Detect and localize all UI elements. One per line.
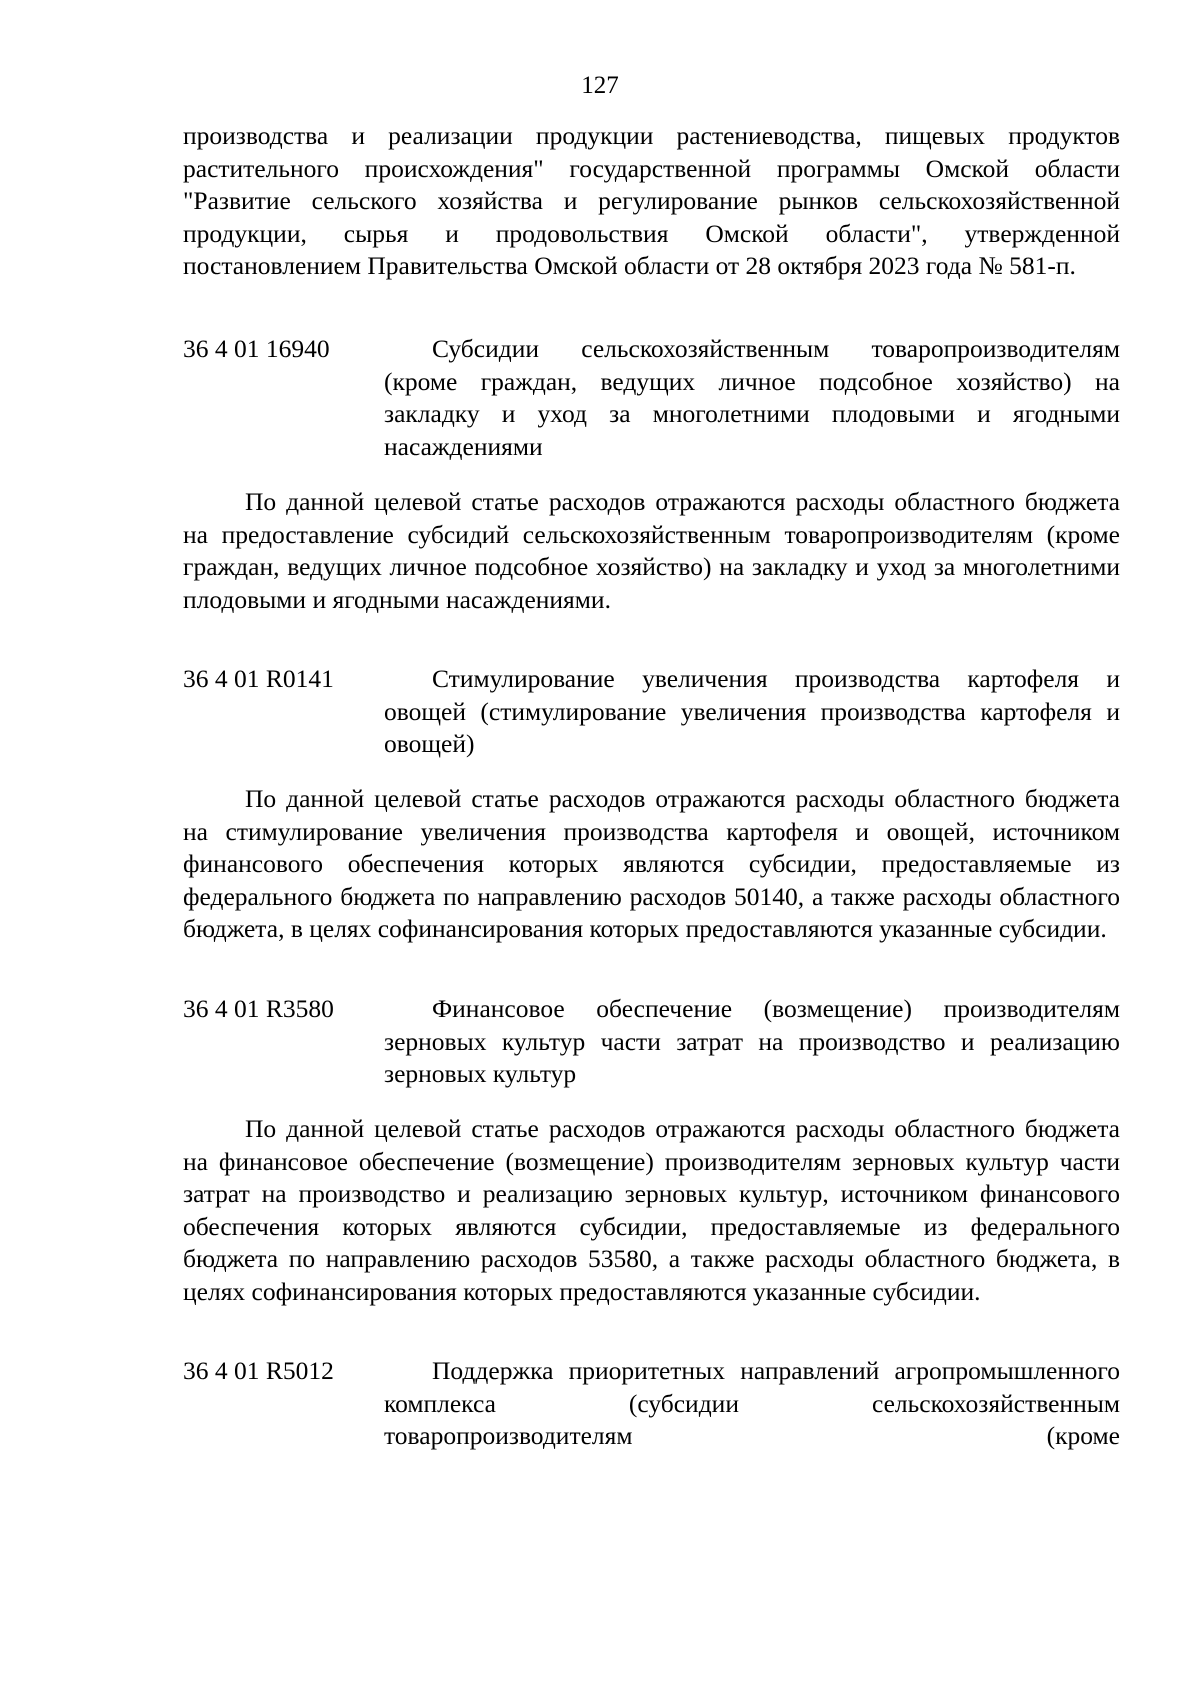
budget-code: 36 4 01 R3580 [183,994,334,1023]
budget-entry-r5012 [183,1355,1120,1453]
page-number: 127 [581,72,619,99]
budget-entry-title: Поддержка приоритетных направлений агропромышленного комплекса (субсидии сельскохозяйственным товаропроизводителям (кроме [384,1356,1120,1450]
budget-code: 36 4 01 16940 [183,334,330,363]
description-text: По данной целевой статье расходов отражаются расходы областного бюджета на стимулирование увеличения производства картофеля и овощей, источником финансового обеспечения которых являются субсидии, предоставляемые из федерального бюджета по направлению расходов 50140, а также расходы областного бюджета, в целях софинансирования которых предоставляются указанные субсидии. [183,784,1120,943]
description-text: По данной целевой статье расходов отражаются расходы областного бюджета на финансовое обеспечение (возмещение) производителям зерновых культур части затрат на производство и реализацию зерновых культур, источником финансового обеспечения которых являются субсидии, предоставляемые из федерального бюджета по направлению расходов 53580, а также расходы областного бюджета, в целях софинансирования которых предоставляются указанные субсидии. [183,1114,1120,1306]
budget-entry-16940 [183,333,1120,463]
budget-entry-description [183,1113,1120,1308]
intro-paragraph [183,120,1120,283]
budget-entry-title: Стимулирование увеличения производства картофеля и овощей (стимулирование увеличения производства картофеля и овощей) [384,664,1120,758]
budget-entry-description [183,486,1120,616]
intro-text: производства и реализации продукции растениеводства, пищевых продуктов растительного происхождения" государственной программы Омской области "Развитие сельского хозяйства и регулирование рынков сельскохозяйственной продукции, сырья и продовольствия Омской области", утвержденной постановлением Правительства Омской области от 28 октября 2023 года № 581-п. [183,121,1120,280]
budget-code: 36 4 01 R0141 [183,664,334,693]
budget-entry-title: Финансовое обеспечение (возмещение) производителям зерновых культур части затрат на производство и реализацию зерновых культур [384,994,1120,1088]
budget-entry-description [183,783,1120,946]
budget-entry-r3580 [183,993,1120,1091]
budget-entry-title: Субсидии сельскохозяйственным товаропроизводителям (кроме граждан, ведущих личное подсобное хозяйство) на закладку и уход за многолетними плодовыми и ягодными насаждениями [384,334,1120,461]
description-text: По данной целевой статье расходов отражаются расходы областного бюджета на предоставление субсидий сельскохозяйственным товаропроизводителям (кроме граждан, ведущих личное подсобное хозяйство) на закладку и уход за многолетними плодовыми и ягодными насаждениями. [183,487,1120,614]
budget-entry-r0141 [183,663,1120,761]
budget-code: 36 4 01 R5012 [183,1356,334,1385]
